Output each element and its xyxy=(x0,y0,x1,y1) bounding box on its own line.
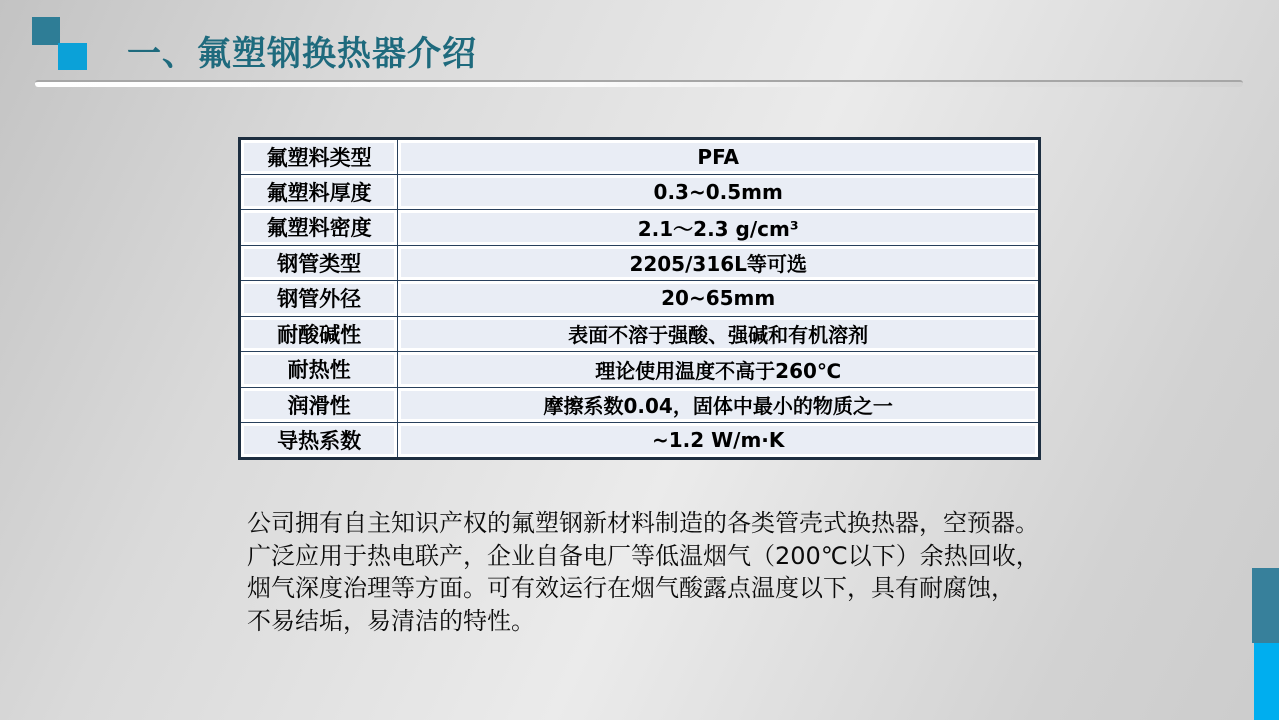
table-row xyxy=(240,139,1040,175)
row-label: 耐热性 xyxy=(240,352,398,388)
row-label: 钢管外径 xyxy=(240,281,398,317)
table-row xyxy=(240,423,1040,459)
table-row xyxy=(240,316,1040,352)
row-value: 20~65mm xyxy=(398,281,1040,317)
page-title: 一、氟塑钢换热器介绍 xyxy=(127,34,477,74)
title-divider xyxy=(35,80,1243,87)
blue-decor-square xyxy=(58,43,87,70)
row-value: ~1.2 W/m·K xyxy=(398,423,1040,459)
row-value: 2205/316L等可选 xyxy=(398,245,1040,281)
row-label: 导热系数 xyxy=(240,423,398,459)
table-row xyxy=(240,281,1040,317)
spec-table xyxy=(238,137,1041,460)
table-row xyxy=(240,352,1040,388)
row-value: 摩擦系数0.04，固体中最小的物质之一 xyxy=(398,387,1040,423)
paragraph-line: 烟气深度治理等方面。可有效运行在烟气酸露点温度以下，具有耐腐蚀， xyxy=(247,574,1015,602)
row-value: 理论使用温度不高于260℃ xyxy=(398,352,1040,388)
right-edge-teal-bar xyxy=(1252,568,1279,643)
table-row xyxy=(240,245,1040,281)
row-value: 表面不溶于强酸、强碱和有机溶剂 xyxy=(398,316,1040,352)
teal-decor-square xyxy=(32,17,60,45)
row-label: 氟塑料密度 xyxy=(240,210,398,246)
row-label: 氟塑料厚度 xyxy=(240,174,398,210)
paragraph-line: 广泛应用于热电联产，企业自备电厂等低温烟气（200℃以下）余热回收， xyxy=(247,541,1040,570)
table-row xyxy=(240,387,1040,423)
row-label: 润滑性 xyxy=(240,387,398,423)
table-row xyxy=(240,210,1040,246)
right-edge-blue-bar xyxy=(1254,643,1279,720)
table-row xyxy=(240,174,1040,210)
paragraph-line: 公司拥有自主知识产权的氟塑钢新材料制造的各类管壳式换热器，空预器。 xyxy=(247,509,1039,537)
row-label: 耐酸碱性 xyxy=(240,316,398,352)
row-value: 0.3~0.5mm xyxy=(398,174,1040,210)
row-label: 钢管类型 xyxy=(240,245,398,281)
row-value: 2.1～2.3 g/cm³ xyxy=(398,210,1040,246)
row-label: 氟塑料类型 xyxy=(240,139,398,175)
paragraph-line: 不易结垢，易清洁的特性。 xyxy=(247,606,535,635)
row-value: PFA xyxy=(398,139,1040,175)
description-paragraph xyxy=(247,507,1059,637)
